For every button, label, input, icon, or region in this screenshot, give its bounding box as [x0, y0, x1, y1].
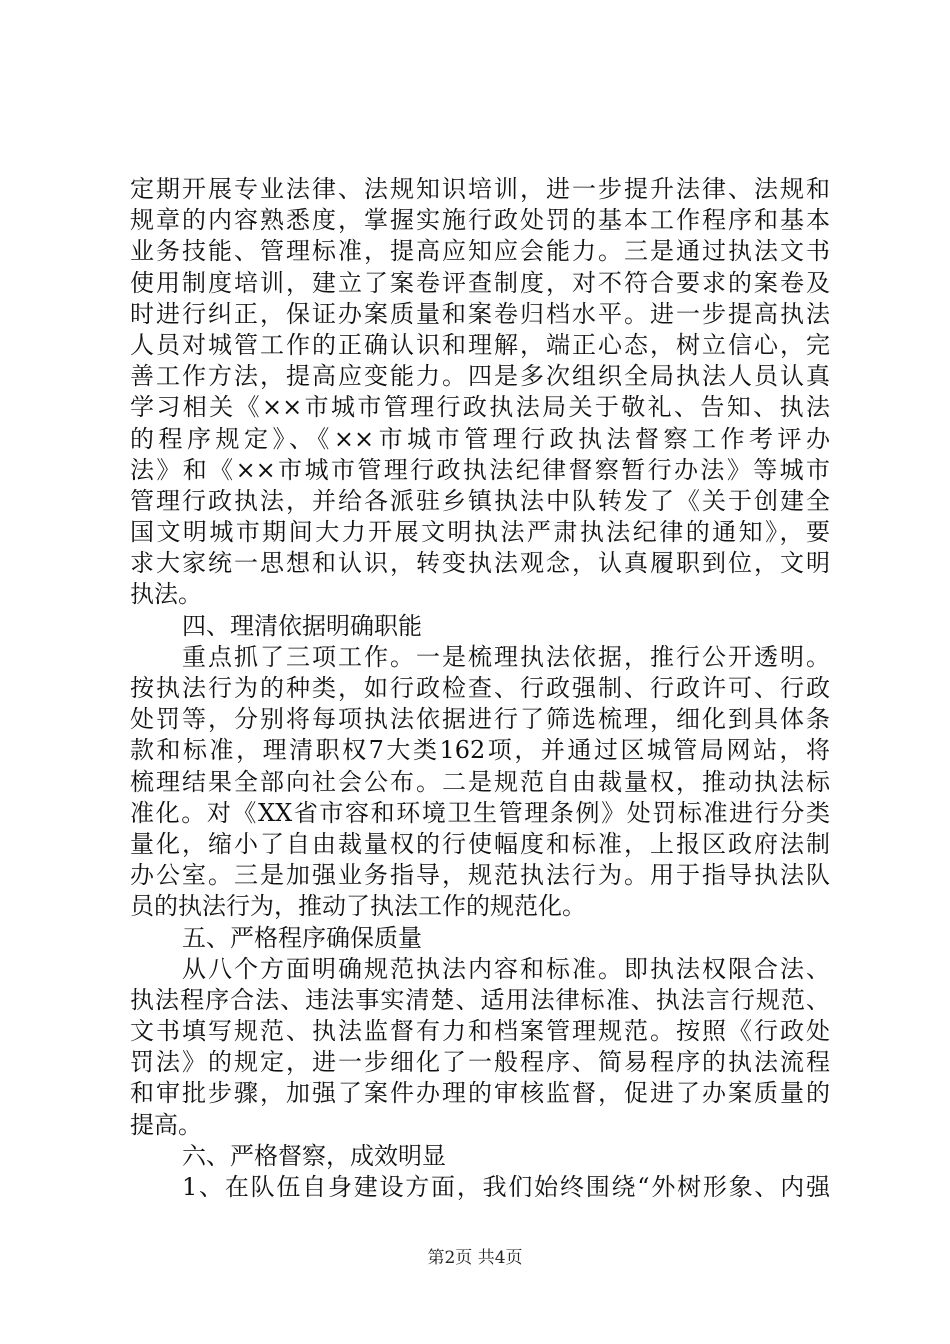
- text-line: 1、在队伍自身建设方面，我们始终围绕“外树形象、内强: [182, 1173, 830, 1201]
- text-line: 定期开展专业法律、法规知识培训，进一步提升法律、法规和: [130, 175, 830, 203]
- text-line: 求大家统一思想和认识，转变执法观念，认真履职到位，文明: [130, 549, 830, 578]
- text-line: 文书填写规范、执法监督有力和档案管理规范。按照《行政处: [130, 1017, 830, 1046]
- text-line: 梳理结果全部向社会公布。二是规范自由裁量权，推动执法标: [130, 767, 830, 796]
- text-line: 国文明城市期间大力开展文明执法严肃执法纪律的通知》，要: [130, 518, 830, 547]
- text-line: 五、严格程序确保质量: [182, 923, 422, 952]
- document-body: [130, 174, 830, 1203]
- text-line: 规章的内容熟悉度，掌握实施行政处罚的基本工作程序和基本: [130, 206, 830, 235]
- text-line: 从八个方面明确规范执法内容和标准。即执法权限合法、: [182, 954, 830, 983]
- text-line: 处罚等，分别将每项执法依据进行了筛选梳理，细化到具体条: [130, 705, 830, 734]
- text-line: 六、严格督察，成效明显: [182, 1141, 446, 1170]
- text-line: 和审批步骤，加强了案件办理的审核监督，促进了办案质量的: [130, 1079, 830, 1108]
- text-line: 使用制度培训，建立了案卷评查制度，对不符合要求的案卷及: [130, 268, 830, 297]
- text-line: 人员对城管工作的正确认识和理解，端正心态，树立信心，完: [130, 330, 830, 359]
- text-line: 时进行纠正，保证办案质量和案卷归档水平。进一步提高执法: [130, 299, 830, 328]
- text-line: 的程序规定》、《××市城市管理行政执法督察工作考评办: [130, 424, 830, 453]
- text-line: 办公室。三是加强业务指导，规范执法行为。用于指导执法队: [130, 861, 830, 890]
- text-line: 执法程序合法、违法事实清楚、适用法律标准、执法言行规范、: [130, 985, 830, 1014]
- text-line: 法》和《××市城市管理行政执法纪律督察暂行办法》等城市: [130, 455, 830, 484]
- text-line: 提高。: [130, 1110, 202, 1139]
- text-line: 四、理清依据明确职能: [182, 611, 422, 640]
- text-line: 学习相关《××市城市管理行政执法局关于敬礼、告知、执法: [130, 393, 830, 422]
- text-line: 业务技能、管理标准，提高应知应会能力。三是通过执法文书: [130, 237, 830, 266]
- text-line: 准化。对《XX省市容和环境卫生管理条例》处罚标准进行分类: [130, 798, 830, 827]
- text-line: 执法。: [130, 580, 202, 609]
- text-line: 按执法行为的种类，如行政检查、行政强制、行政许可、行政: [130, 674, 830, 702]
- text-line: 重点抓了三项工作。一是梳理执法依据，推行公开透明。: [182, 642, 830, 671]
- text-line: 款和标准，理清职权7大类162项，并通过区城管局网站，将: [130, 736, 830, 765]
- page-footer: 第2页 共4页: [427, 1248, 523, 1268]
- text-line: 量化，缩小了自由裁量权的行使幅度和标准，上报区政府法制: [130, 829, 830, 858]
- text-line: 管理行政执法，并给各派驻乡镇执法中队转发了《关于创建全: [130, 486, 830, 515]
- text-line: 员的执法行为，推动了执法工作的规范化。: [130, 892, 586, 921]
- text-line: 罚法》的规定，进一步细化了一般程序、简易程序的执法流程: [130, 1048, 830, 1077]
- text-line: 善工作方法，提高应变能力。四是多次组织全局执法人员认真: [130, 362, 830, 391]
